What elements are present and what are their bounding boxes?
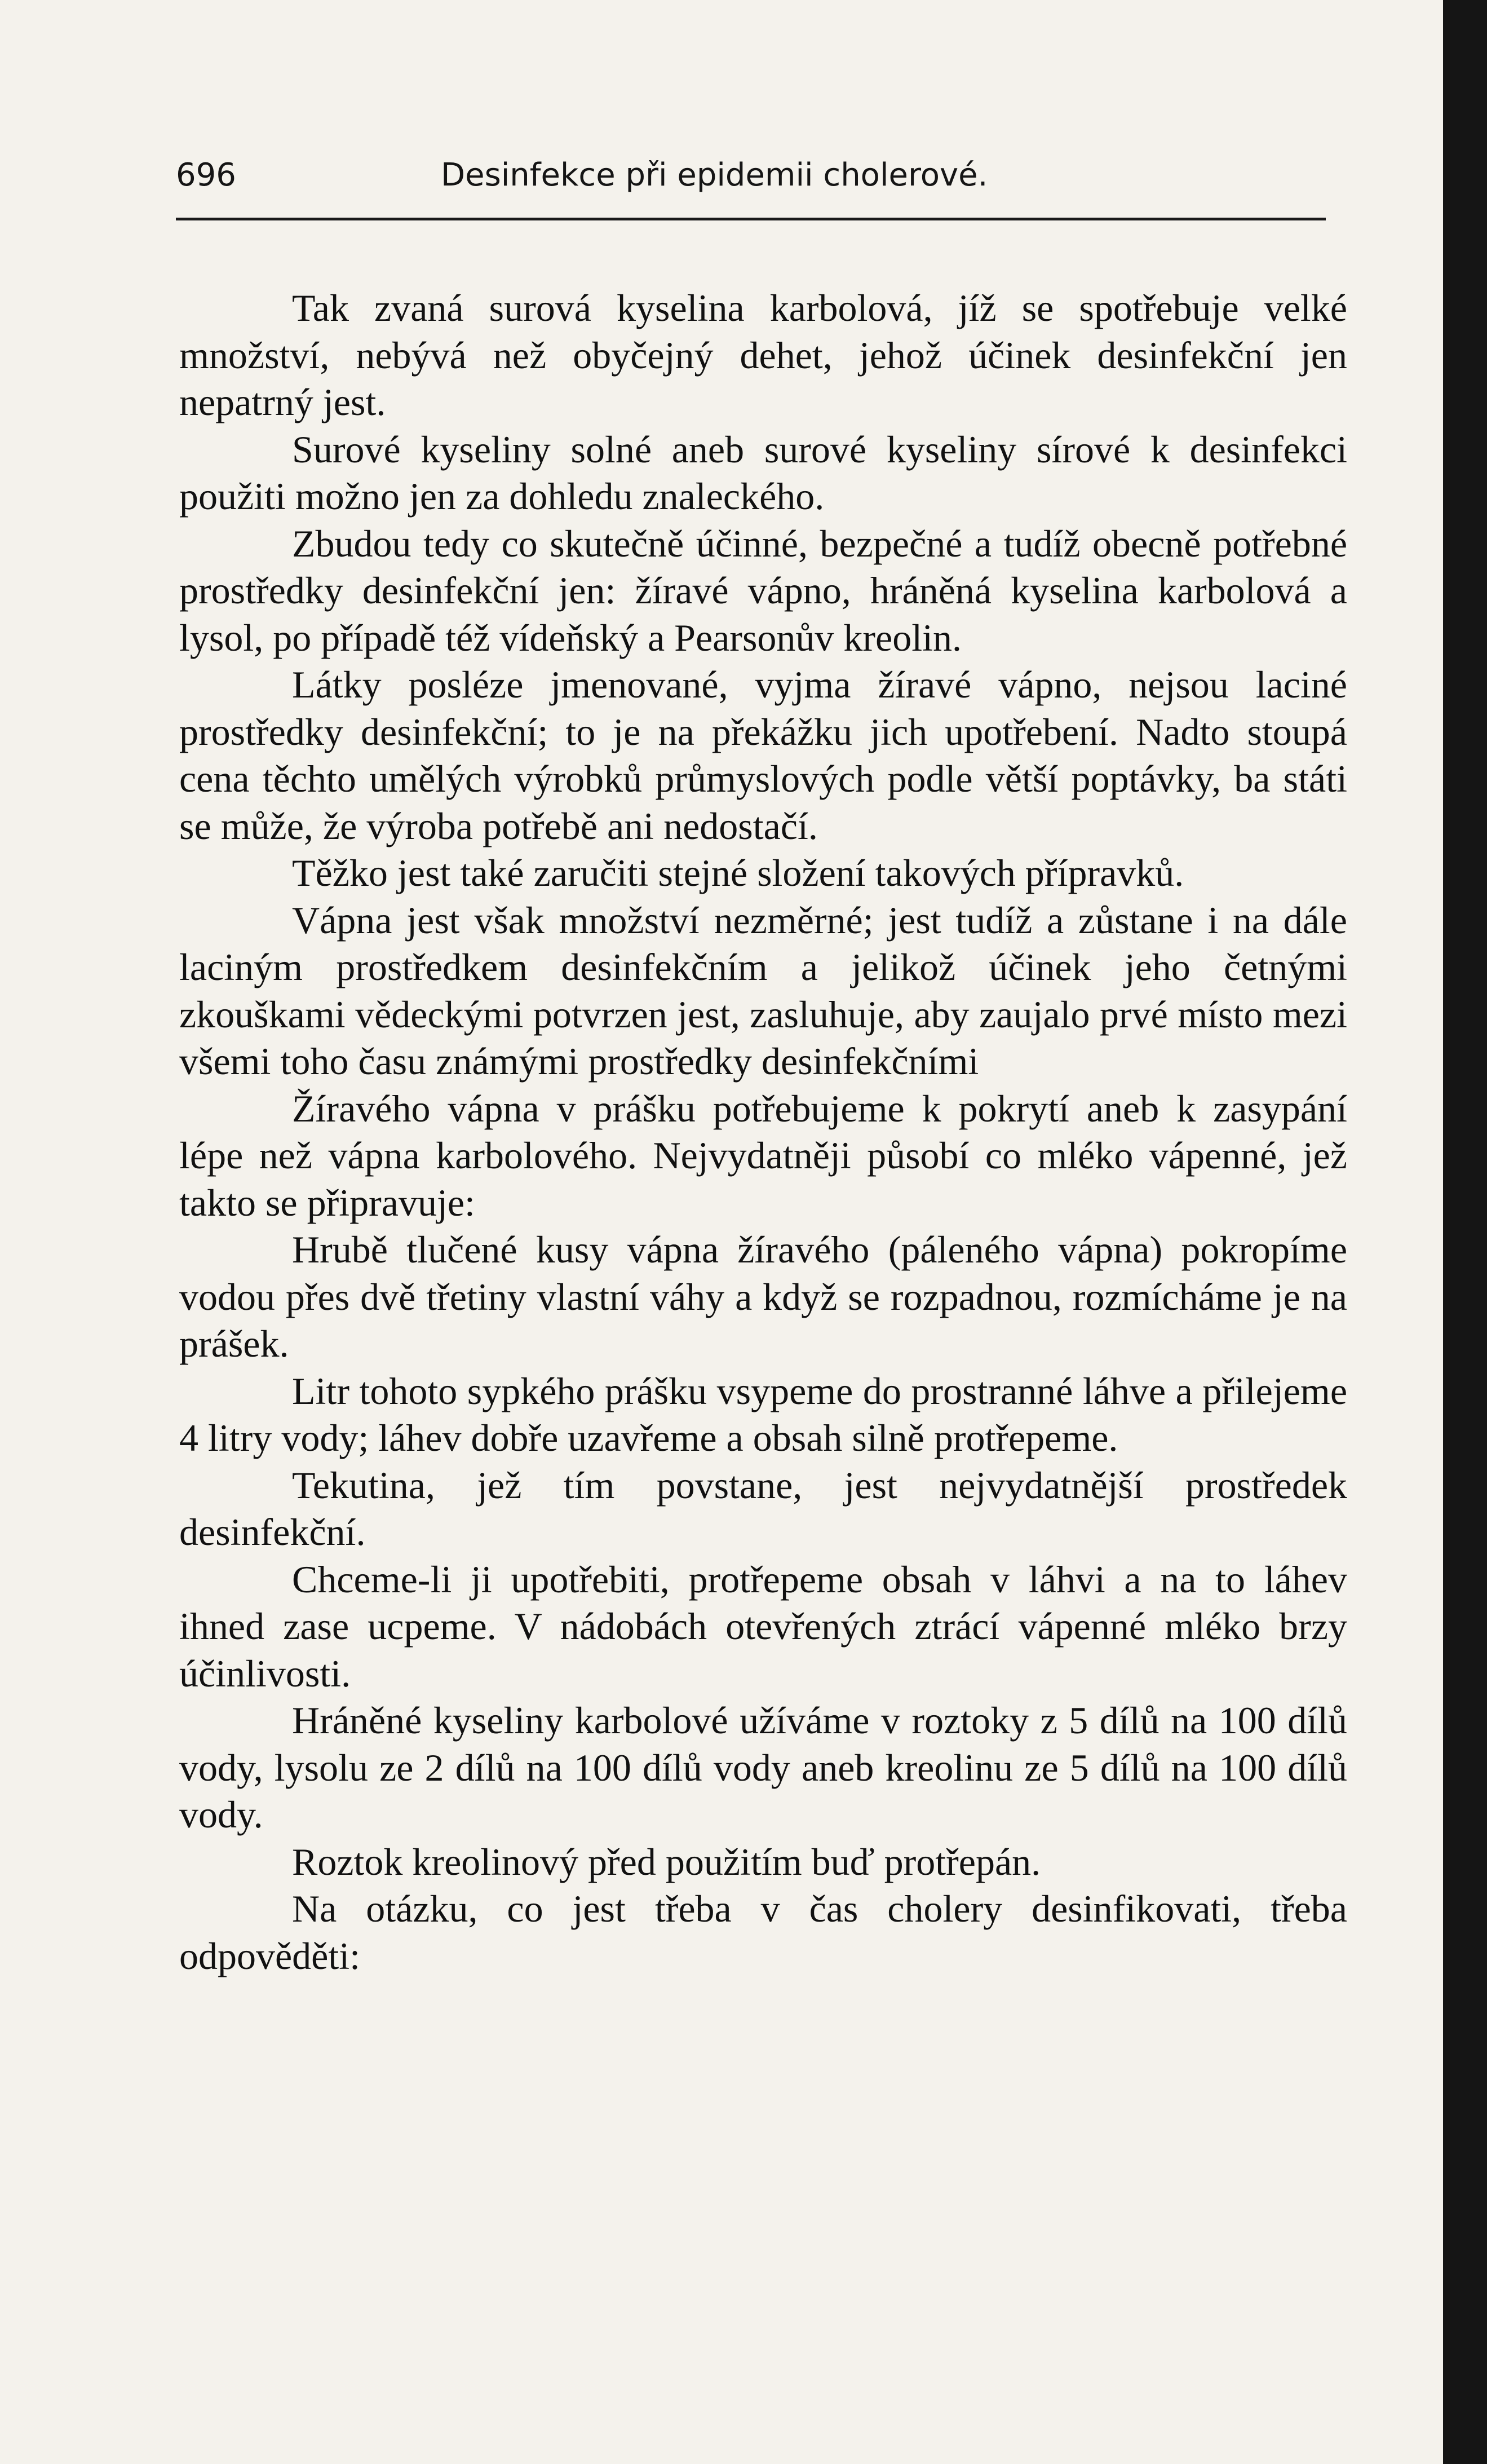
paragraph: Tekutina, jež tím povstane, jest nejvydatnější prostředek desinfekční. [179, 1463, 1347, 1553]
paragraph: Těžko jest také zaručiti stejné složení takových přípravků. [292, 851, 1184, 894]
paragraph: Na otázku, co jest třeba v čas cholery desinfikovati, třeba odpověděti: [179, 1887, 1347, 1977]
paragraph: Roztok kreolinový před použitím buď protřepán. [292, 1840, 1041, 1883]
paragraph: Hráněné kyseliny karbolové užíváme v roztoky z 5 dílů na 100 dílů vody, lysolu ze 2 dílů na 100 dílů vody aneb kreolinu ze 5 dílů na 100 dílů vody. [179, 1699, 1347, 1836]
running-title: Desinfekce při epidemii cholerové. [441, 157, 988, 193]
paragraph: Vápna jest však množství nezměrné; jest tudíž a zůstane i na dále laciným prostředkem desinfekčním a jelikož účinek jeho četnými zkouškami vědeckými potvrzen jest, zasluhuje, aby zaujalo prvé místo mezi všemi toho času známými prostředky desinfekčními [179, 898, 1347, 1083]
paragraph: Zbudou tedy co skutečně účinné, bezpečné a tudíž obecně potřebné prostředky desinfekční jen: žíravé vápno, hráněná kyselina karbolová a lysol, po případě též vídeňský a Pearsonův kreolin. [179, 522, 1347, 659]
body-text [179, 285, 1347, 1980]
paragraph: Látky posléze jmenované, vyjma žíravé vápno, nejsou laciné prostředky desinfekční; to je na překážku jich upotřebení. Nadto stoupá cena těchto umělých výrobků průmyslových podle větší poptávky, ba státi se může, že výroba potřebě ani nedostačí. [179, 663, 1347, 847]
header-rule [176, 218, 1326, 220]
page-number: 696 [176, 157, 236, 193]
paragraph: Litr tohoto sypkého prášku vsypeme do prostranné láhve a přilejeme 4 litry vody; láhev dobře uzavřeme a obsah silně protřepeme. [179, 1369, 1347, 1459]
page-header [176, 157, 1326, 202]
paragraph: Hrubě tlučené kusy vápna žíravého (páleného vápna) pokropíme vodou přes dvě třetiny vlastní váhy a když se rozpadnou, rozmícháme je na prášek. [179, 1228, 1347, 1365]
paragraph: Žíravého vápna v prášku potřebujeme k pokrytí aneb k zasypání lépe než vápna karbolového. Nejvydatněji působí co mléko vápenné, jež takto se připravuje: [179, 1087, 1347, 1224]
paragraph: Chceme-li ji upotřebiti, protřepeme obsah v láhvi a na to láhev ihned zase ucpeme. V nádobách otevřených ztrácí vápenné mléko brzy účinlivosti. [179, 1557, 1347, 1695]
paragraph: Surové kyseliny solné aneb surové kyseliny sírové k desinfekci použiti možno jen za dohledu znaleckého. [179, 427, 1347, 518]
scan-edge [1443, 0, 1487, 2464]
paragraph: Tak zvaná surová kyselina karbolová, jíž se spotřebuje velké množství, nebývá než obyčejný dehet, jehož účinek desinfekční jen nepatrný jest. [179, 286, 1347, 423]
